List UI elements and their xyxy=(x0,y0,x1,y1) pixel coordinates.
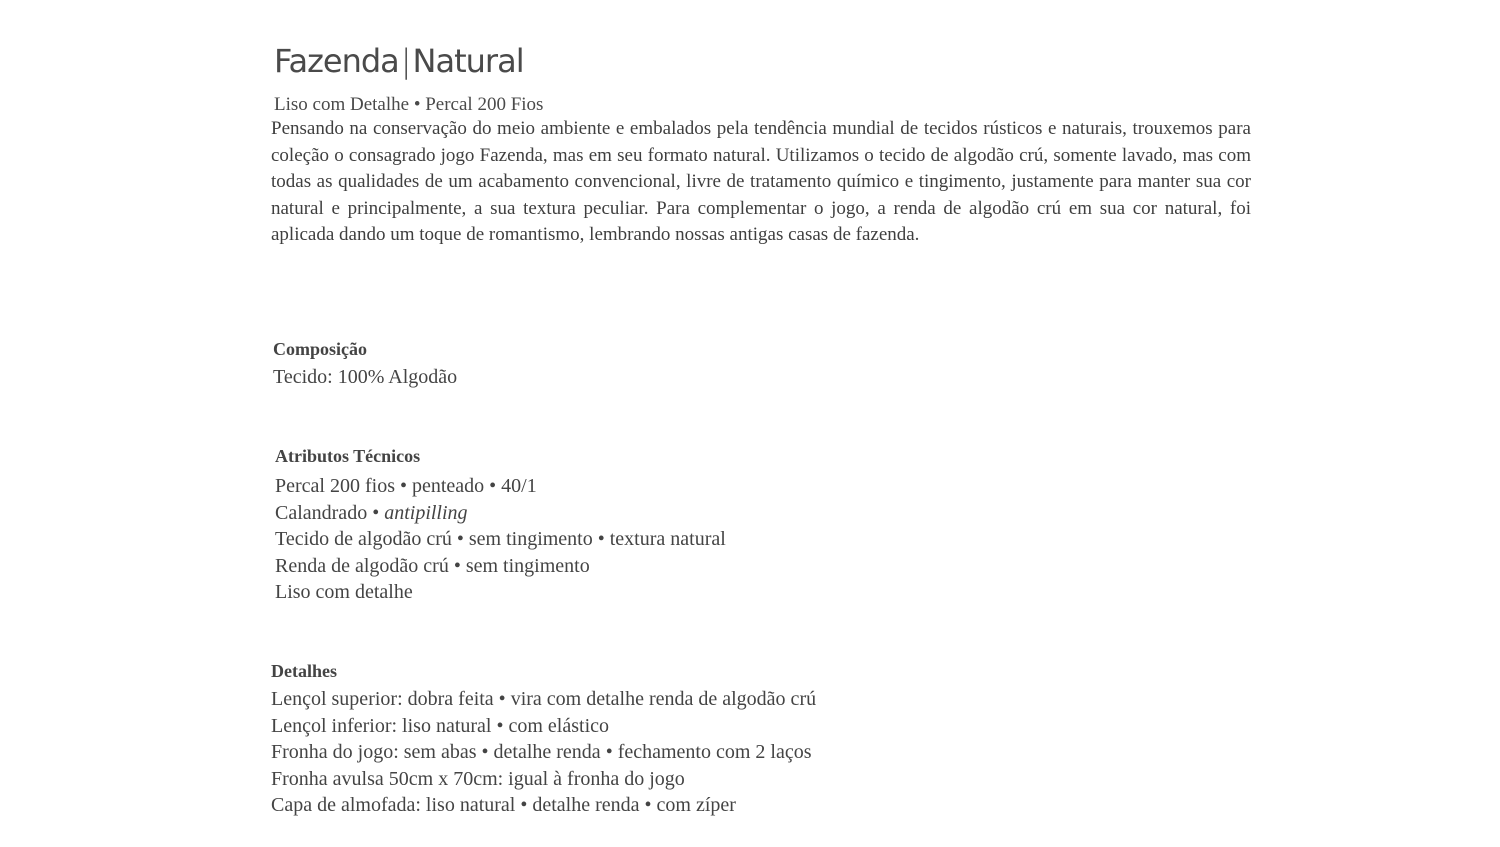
attribute-line: Tecido de algodão crú • sem tingimento • textura natural xyxy=(275,528,726,550)
detail-line: Lençol superior: dobra feita • vira com detalhe renda de algodão crú xyxy=(271,688,817,710)
details-heading: Detalhes xyxy=(271,661,337,681)
attribute-line: Liso com detalhe xyxy=(275,581,413,603)
composition-line: Tecido: 100% Algodão xyxy=(273,366,458,388)
product-description xyxy=(271,40,1251,249)
technical-attributes-heading: Atributos Técnicos xyxy=(275,446,421,466)
composition-section xyxy=(273,338,457,391)
attribute-line: Percal 200 fios • penteado • 40/1 xyxy=(275,475,537,497)
attribute-line xyxy=(275,500,726,527)
detail-line: Capa de almofada: liso natural • detalhe renda • com zíper xyxy=(271,794,736,816)
page-subtitle: Liso com Detalhe • Percal 200 Fios xyxy=(274,94,544,115)
attribute-italic-text: antipilling xyxy=(384,501,468,524)
details-section xyxy=(271,660,816,819)
composition-heading: Composição xyxy=(273,339,367,359)
detail-line: Fronha avulsa 50cm x 70cm: igual à fronha do jogo xyxy=(271,767,685,790)
detail-line: Fronha do jogo: sem abas • detalhe renda • fechamento com 2 laços xyxy=(271,741,812,763)
intro-paragraph: Pensando na conservação do meio ambiente e embalados pela tendência mundial de tecidos rústicos e naturais, trouxemos para coleção o consagrado jogo Fazenda, mas em seu formato natural. Utilizamos o tecido de algodão crú, somente lavado, mas com todas as qualidades de um acabamento convencional, livre de tratamento químico e tingimento, justamente para manter sua cor natural e principalmente, a sua textura peculiar. Para complementar o jogo, a renda de algodão crú em sua cor natural, foi aplicada dando um toque de romantismo, lembrando nossas antigas casas de fazenda. xyxy=(271,118,1251,246)
attribute-line: Renda de algodão crú • sem tingimento xyxy=(275,554,590,577)
title-left: Fazenda xyxy=(274,42,399,80)
title-separator: | xyxy=(400,42,411,80)
technical-attributes-section xyxy=(275,445,726,606)
title-right: Natural xyxy=(412,42,524,80)
page-title xyxy=(274,40,1251,82)
detail-line: Lençol inferior: liso natural • com elástico xyxy=(271,714,609,737)
attribute-text: Calandrado • xyxy=(275,501,385,524)
